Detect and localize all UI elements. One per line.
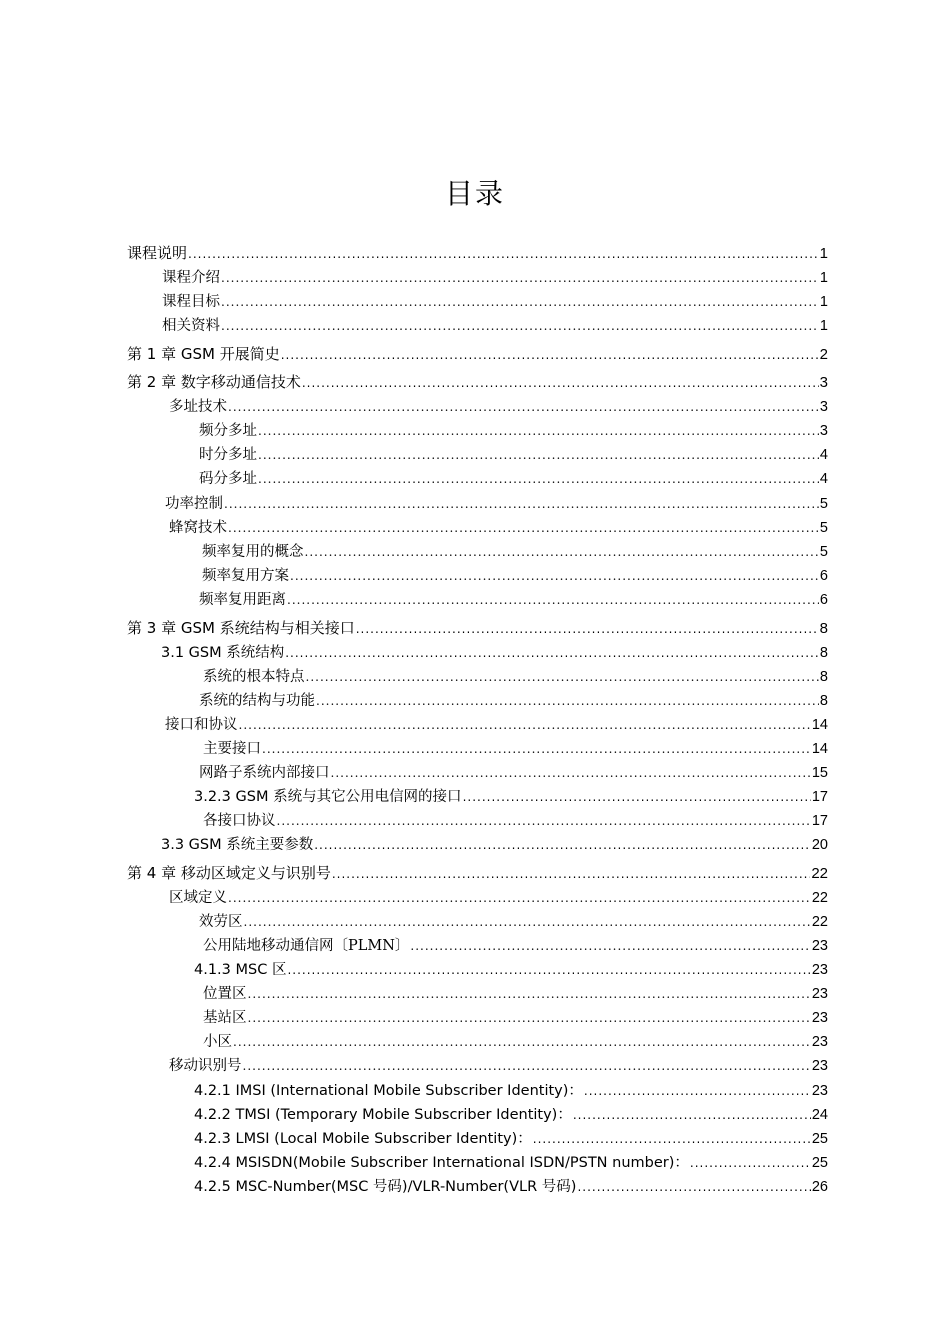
toc-entry[interactable] [199,690,828,712]
toc-page-number: 2 [819,346,828,363]
toc-page-number: 8 [819,620,828,637]
toc-leader-dots [577,1176,810,1198]
toc-page-number: 8 [819,645,828,661]
toc-entry[interactable] [194,1152,828,1174]
toc-entry-label: 时分多址 [199,447,257,463]
toc-entry[interactable] [127,371,828,393]
toc-page-number: 23 [811,1083,828,1099]
toc-entry[interactable] [203,1007,828,1029]
toc-entry[interactable] [127,617,828,639]
toc-leader-dots [281,344,819,366]
toc-entry[interactable] [194,1104,828,1126]
toc-entry-label: 系统的结构与功能 [199,693,315,709]
toc-entry[interactable] [169,887,828,909]
toc-page-number: 1 [819,294,828,310]
toc-entry[interactable] [165,493,828,515]
toc-page-number: 22 [811,914,828,930]
toc-page-number: 23 [811,1058,828,1074]
toc-page-number: 5 [819,520,828,536]
toc-leader-dots [228,396,819,418]
toc-entry[interactable] [169,1055,828,1077]
toc-entry-label: 4.2.5 MSC-Number(MSC 号码)/VLR-Number(VLR 号码) [194,1179,577,1195]
toc-entry[interactable] [199,420,828,442]
toc-entry[interactable] [199,589,828,611]
toc-entry-label: 第 1 章 GSM 开展简史 [127,345,280,363]
toc-page-number: 14 [811,717,828,733]
toc-entry[interactable] [127,862,828,884]
toc-entry-label: 网路子系统内部接口 [199,765,330,781]
toc-leader-dots [573,1104,811,1126]
toc-leader-dots [690,1152,811,1174]
toc-entry-label: 3.2.3 GSM 系统与其它公用电信网的接口 [194,789,462,805]
toc-page-number: 20 [811,837,828,853]
toc-entry-label: 效劳区 [199,914,243,930]
toc-page-number: 1 [819,245,828,262]
toc-leader-dots [287,959,810,981]
toc-leader-dots [533,1128,811,1150]
toc-leader-dots [290,565,819,587]
toc-entry[interactable] [194,959,828,981]
toc-leader-dots [356,618,819,640]
toc-page-number: 3 [819,399,828,415]
toc-entry[interactable] [203,935,828,957]
toc-entry-label: 公用陆地移动通信网〔PLMN〕 [203,938,410,954]
toc-leader-dots [221,315,819,337]
toc-page-number: 23 [811,962,828,978]
toc-entry-label: 接口和协议 [165,717,238,733]
toc-page-number: 17 [811,789,828,805]
toc-entry[interactable] [199,468,828,490]
toc-page-number: 5 [819,544,828,560]
toc-entry[interactable] [127,343,828,365]
toc-leader-dots [314,834,811,856]
toc-title: 目录 [444,177,505,210]
toc-entry[interactable] [194,1080,828,1102]
toc-entry-label: 课程说明 [127,244,188,262]
toc-page-number: 23 [811,1034,828,1050]
toc-leader-dots [228,887,811,909]
toc-entry[interactable] [202,565,828,587]
toc-page-number: 23 [811,986,828,1002]
toc-entry[interactable] [127,242,828,264]
toc-leader-dots [258,420,819,442]
toc-leader-dots [410,935,810,957]
toc-entry[interactable] [169,396,828,418]
toc-entry[interactable] [199,762,828,784]
toc-leader-dots [248,983,811,1005]
toc-entry[interactable] [162,291,828,313]
toc-leader-dots [262,738,811,760]
toc-entry-label: 3.1 GSM 系统结构 [161,645,285,661]
toc-leader-dots [228,517,819,539]
toc-page-number: 4 [819,471,828,487]
toc-entry-label: 移动识别号 [169,1058,242,1074]
toc-page-number: 3 [819,423,828,439]
toc-page-number: 14 [811,741,828,757]
toc-page-number: 3 [819,374,828,391]
toc-entry-label: 课程目标 [162,294,220,310]
toc-page-number: 25 [811,1155,828,1171]
toc-entry[interactable] [194,1176,828,1198]
toc-entry[interactable] [202,541,828,563]
toc-leader-dots [258,444,819,466]
toc-leader-dots [233,1031,811,1053]
toc-leader-dots [188,243,819,265]
toc-entry-label: 4.2.2 TMSI (Temporary Mobile Subscriber Identity)： [194,1107,572,1123]
toc-page-number: 22 [811,865,828,882]
toc-page-number: 4 [819,447,828,463]
toc-entry[interactable] [162,267,828,289]
toc-page-number: 6 [819,592,828,608]
toc-page-number: 26 [811,1179,828,1195]
toc-entry-label: 频分多址 [199,423,257,439]
toc-leader-dots [221,291,819,313]
toc-entry[interactable] [194,786,828,808]
toc-entry[interactable] [203,666,828,688]
toc-entry-label: 各接口协议 [203,813,276,829]
toc-leader-dots [224,493,819,515]
toc-entry[interactable] [203,810,828,832]
toc-entry-label: 频率复用的概念 [202,544,304,560]
toc-entry-label: 位置区 [203,986,247,1002]
toc-entry-label: 3.3 GSM 系统主要参数 [161,837,314,853]
toc-entry-label: 第 4 章 移动区域定义与识别号 [127,864,331,882]
toc-entry-label: 第 2 章 数字移动通信技术 [127,373,301,391]
toc-entry[interactable] [203,1031,828,1053]
toc-page-number: 6 [819,568,828,584]
toc-leader-dots [248,1007,811,1029]
toc-entry[interactable] [199,444,828,466]
toc-page-number: 1 [819,270,828,286]
toc-entry-label: 码分多址 [199,471,257,487]
toc-leader-dots [332,863,810,885]
toc-entry[interactable] [203,983,828,1005]
toc-page-number: 24 [811,1107,828,1123]
toc-entry-label: 课程介绍 [162,270,220,286]
toc-entry-label: 4.1.3 MSC 区 [194,962,287,978]
toc-leader-dots [221,267,819,289]
toc-leader-dots [258,468,819,490]
toc-leader-dots [463,786,811,808]
toc-entry-label: 系统的根本特点 [203,669,305,685]
toc-page-number: 8 [819,693,828,709]
toc-entry-label: 功率控制 [165,496,223,512]
toc-leader-dots [277,810,811,832]
toc-entry-label: 多址技术 [169,399,227,415]
toc-entry[interactable] [199,911,828,933]
toc-page-number: 23 [811,938,828,954]
toc-entry[interactable] [194,1128,828,1150]
toc-entry-label: 主要接口 [203,741,261,757]
toc-leader-dots [287,589,819,611]
toc-leader-dots [302,372,819,394]
toc-entry-label: 4.2.3 LMSI (Local Mobile Subscriber Identity)： [194,1131,532,1147]
toc-page-number: 23 [811,1010,828,1026]
toc-leader-dots [584,1080,811,1102]
toc-leader-dots [331,762,811,784]
toc-entry-label: 基站区 [203,1010,247,1026]
toc-entry-label: 第 3 章 GSM 系统结构与相关接口 [127,619,355,637]
toc-leader-dots [243,1055,811,1077]
toc-leader-dots [244,911,811,933]
toc-page-number: 8 [819,669,828,685]
toc-page-number: 5 [819,496,828,512]
toc-entry-label: 频率复用距离 [199,592,286,608]
toc-entry-label: 小区 [203,1034,232,1050]
toc-leader-dots [306,666,819,688]
toc-entry-label: 4.2.1 IMSI (International Mobile Subscriber Identity)： [194,1083,583,1099]
toc-leader-dots [285,642,819,664]
toc-entry[interactable] [161,642,828,664]
toc-entry-label: 区域定义 [169,890,227,906]
toc-page-number: 22 [811,890,828,906]
toc-page-number: 17 [811,813,828,829]
toc-leader-dots [305,541,819,563]
toc-entry-label: 蜂窝技术 [169,520,227,536]
toc-page-number: 15 [811,765,828,781]
toc-entry-label: 频率复用方案 [202,568,289,584]
toc-page-number: 1 [819,318,828,334]
toc-entry[interactable] [203,738,828,760]
toc-entry[interactable] [165,714,828,736]
toc-leader-dots [316,690,819,712]
toc-entry[interactable] [162,315,828,337]
toc-entry-label: 相关资料 [162,318,220,334]
toc-entry[interactable] [169,517,828,539]
toc-page-number: 25 [811,1131,828,1147]
toc-leader-dots [239,714,811,736]
toc-entry[interactable] [161,834,828,856]
toc-entry-label: 4.2.4 MSISDN(Mobile Subscriber International ISDN/PSTN number)： [194,1155,689,1171]
